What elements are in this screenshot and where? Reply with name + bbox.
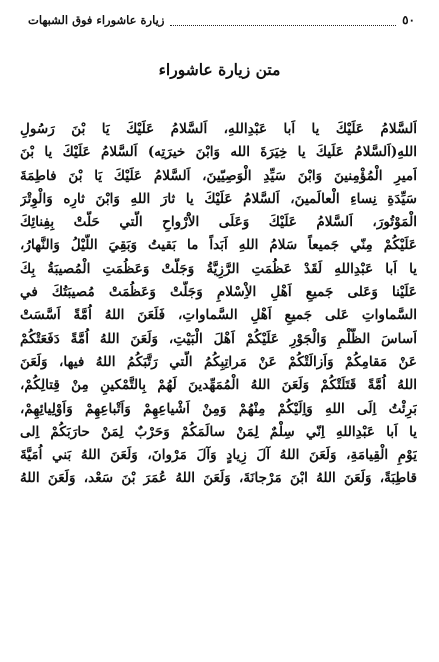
text-line: اَلسَّلامُ عَلَيْكَ يا اَبا عَبْدِاللهِ، اَلسَّلامُ عَلَيْكَ يَا بْنَ رَسُولِ: [20, 121, 417, 137]
text-line: يا اَبا عَبْدِاللهِ اِنّي سِلْمٌ لِمَنْ سالَمَكُمْ وَحَرْبٌ لِمَنْ حارَبَكُمْ اِلى: [20, 423, 417, 440]
page-header: [28, 9, 415, 31]
header-dotted-leader: [170, 15, 396, 26]
text-line: السَّماواتِ عَلى جَميعِ اَهْلِ السَّماواتِ، فَلَعَنَ اللهُ اُمَّةً اَسَّسَتْ: [20, 307, 417, 324]
running-title: زيارة عاشوراء فوق الشبهات: [28, 13, 165, 27]
page-number: ٥٠: [402, 13, 415, 27]
text-line: عَلَيْنا وَعَلى جَميعِ اَهْلِ الاِْسْلامِ وَجَلَّتْ وَعَظُمَتْ مُصيبَتُكَ في: [20, 284, 417, 301]
text-line: يا اَبا عَبْدِاللهِ لَقَدْ عَظُمَتِ الرَّزِيَّةُ وَجَلَّتْ وَعَظُمَتِ الْمُصيبَةُ بِكَ: [20, 260, 417, 277]
text-line: سَيِّدَةِ نِساءِ الْعالَمينَ، اَلسَّلامُ عَلَيْكَ يا ثارَ اللهِ وَابْنَ ثارِه وَالْوِتْرَ: [20, 190, 417, 207]
text-line: اَميرِ الْمُؤْمِنينَ وَابْنَ سَيِّدِ الْوَصِيّينَ، اَلسَّلامُ عَلَيْكَ يَا بْنَ فاطِمَةَ: [20, 167, 417, 184]
text-line: اَساسَ الظُّلْمِ وَالْجَوْرِ عَلَيْكُمْ اَهْلَ الْبَيْتِ، وَلَعَنَ اللهُ اُمَّةً دَفَعَتْكُمْ: [20, 330, 417, 347]
text-line: اللهُ اُمَّةً قَتَلَتْكُمْ وَلَعَنَ اللهُ الْمُمَهِّدينَ لَهُمْ بِالتَّمْكينِ مِنْ قِتالِكُمْ،: [20, 377, 417, 394]
text-line: قاطِبَةً، وَلَعَنَ اللهُ ابْنَ مَرْجانَةَ، وَلَعَنَ اللهُ عُمَرَ بْنَ سَعْد، وَلَعَنَ اللهُ: [20, 470, 417, 487]
text-line: بَرِئْتُ اِلَى اللهِ وَاِلَيْكُمْ مِنْهُمْ وَمِنْ اَشْياعِهِمْ وَاَتْباعِهِمْ وَاَوْلِيائِهِمْ،: [20, 400, 417, 417]
section-title: متن زيارة عاشوراء: [158, 60, 281, 79]
text-line: اللهِ(اَلسَّلامُ عَلَيكَ يا خِيَرَةَ الله وَابْنَ خيرَتِه) اَلسَّلامُ عَلَيْكَ يا بْنَ: [20, 144, 417, 161]
body-text: [20, 118, 417, 491]
text-line: الْمَوْتُورَ، اَلسَّلامُ عَلَيْكَ وَعَلَى الاَْرْواحِ الَّتي حَلَّتْ بِفِنائِكَ: [20, 214, 417, 231]
text-line: عَلَيْكُمْ مِنّي جَميعاً سَلامُ اللهِ اَبَداً ما بَقيتُ وَبَقِيَ اللَّيْلُ وَالنَّهارُ،: [20, 237, 417, 254]
text-line: يَوْمِ الْقِيامَةِ، وَلَعَنَ اللهُ آلَ زِيادٍ وَآلَ مَرْوانَ، وَلَعَنَ اللهُ بَني اُمَيَّةَ: [20, 447, 417, 464]
text-line: عَنْ مَقامِكُمْ وَاَزالَتْكُمْ عَنْ مَراتِبِكُمُ الَّتي رَتَّبَكُمُ اللهُ فيها، وَلَعَنَ: [20, 353, 417, 370]
